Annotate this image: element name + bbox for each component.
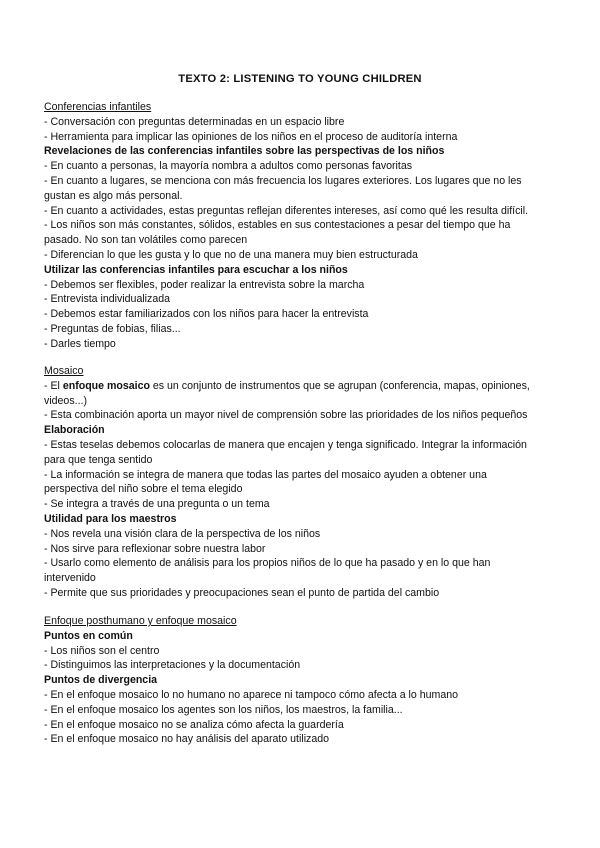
subheading: Revelaciones de las conferencias infantiles sobre las perspectivas de los niños (44, 145, 445, 158)
section-conferencias (44, 100, 564, 352)
text-line: - En cuanto a personas, la mayoría nombra a adultos como personas favoritas (44, 160, 413, 173)
subheading: Puntos de divergencia (44, 674, 158, 687)
text-line: - En cuanto a lugares, se menciona con más frecuencia los lugares exteriores. Los lugares que no les (44, 174, 522, 187)
section-mosaico (44, 364, 564, 601)
text-line: - En cuanto a actividades, estas preguntas reflejan diferentes intereses, así como qué les resulta difícil. (44, 204, 529, 217)
text-line: - La información se integra de manera que todas las partes del mosaico ayuden a obtener una (44, 468, 487, 481)
text-fragment: - El (44, 379, 63, 392)
text-line: - Nos sirve para reflexionar sobre nuestra labor (44, 542, 266, 555)
text-fragment: es un conjunto de instrumentos que se agrupan (conferencia, mapas, opiniones, (149, 379, 530, 392)
text-line: - Debemos ser flexibles, poder realizar la entrevista sobre la marcha (44, 278, 365, 291)
text-line: - Estas teselas debemos colocarlas de manera que encajen y tenga significado. Integrar la información (44, 438, 527, 451)
text-line: - Herramienta para implicar las opiniones de los niños en el proceso de auditoría interna (44, 130, 458, 143)
section-heading: Conferencias infantiles (44, 101, 152, 113)
text-line: - En el enfoque mosaico lo no humano no aparece ni tampoco cómo afecta a lo humano (44, 688, 459, 701)
subheading: Puntos en común (44, 629, 133, 642)
text-line: - Esta combinación aporta un mayor nivel de comprensión sobre las prioridades de los niños pequeños (44, 409, 528, 422)
text-line: - Se integra a través de una pregunta o un tema (44, 498, 270, 511)
text-line: - Nos revela una visión clara de la perspectiva de los niños (44, 527, 321, 540)
subheading: Utilidad para los maestros (44, 512, 177, 525)
text-line: - Los niños son más constantes, sólidos, estables en sus contestaciones a pesar del tiempo que ha (44, 219, 511, 232)
text-line: videos...) (44, 394, 87, 407)
section-heading: Enfoque posthumano y enfoque mosaico (44, 615, 237, 627)
section-heading: Mosaico (44, 365, 84, 377)
text-line: - Conversación con preguntas determinadas en un espacio libre (44, 115, 345, 128)
text-line: pasado. No son tan volátiles como parecen (44, 234, 248, 247)
text-line: - Debemos estar familiarizados con los niños para hacer la entrevista (44, 308, 369, 321)
page-title: TEXTO 2: LISTENING TO YOUNG CHILDREN (178, 73, 422, 85)
text-line: - Diferencian lo que les gusta y lo que no de una manera muy bien estructurada (44, 248, 418, 261)
text-line: intervenido (44, 572, 96, 585)
text-line: - Entrevista individualizada (44, 293, 171, 306)
text-line: - Distinguimos las interpretaciones y la documentación (44, 659, 301, 672)
text-line (44, 379, 564, 394)
text-line: perspectiva del niño sobre el tema elegido (44, 483, 243, 496)
text-line: para que tenga sentido (44, 453, 153, 466)
text-line: - Permite que sus prioridades y preocupaciones sean el punto de partida del cambio (44, 586, 440, 599)
text-line: - En el enfoque mosaico los agentes son los niños, los maestros, la familia... (44, 703, 403, 716)
text-line: - Los niños son el centro (44, 644, 160, 657)
text-line: - En el enfoque mosaico no se analiza cómo afecta la guardería (44, 718, 344, 731)
subheading: Elaboración (44, 424, 105, 437)
text-line: - Darles tiempo (44, 337, 116, 350)
text-line: gustan es algo más personal. (44, 189, 183, 202)
text-line: - Preguntas de fobias, filias... (44, 322, 181, 335)
text-line: - Usarlo como elemento de análisis para los propios niños de lo que ha pasado y en lo que han (44, 557, 491, 570)
text-line: - En el enfoque mosaico no hay análisis del aparato utilizado (44, 733, 330, 746)
section-posthumano (44, 614, 564, 747)
bold-term: enfoque mosaico (62, 379, 150, 392)
subheading: Utilizar las conferencias infantiles para escuchar a los niños (44, 263, 348, 276)
